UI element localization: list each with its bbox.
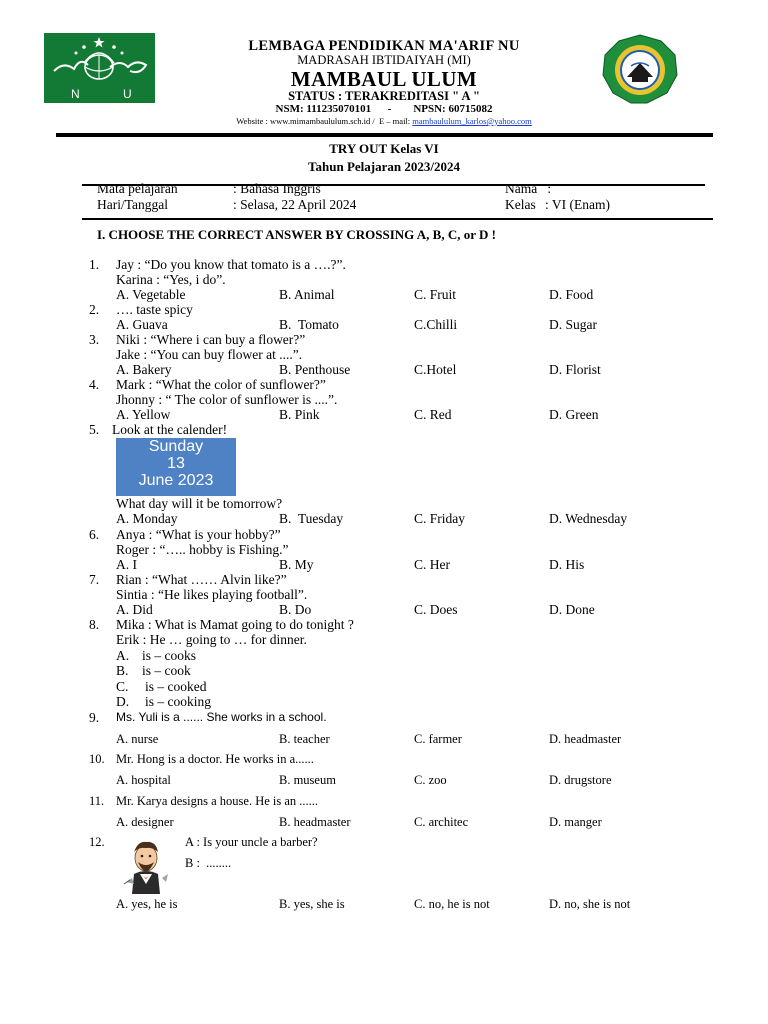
- option-d[interactable]: D. Florist: [549, 362, 601, 377]
- question-number: 2.: [89, 302, 100, 317]
- exam-year: Tahun Pelajaran 2023/2024: [308, 159, 460, 174]
- question-number: 3.: [89, 332, 100, 347]
- option-a[interactable]: A. I: [116, 557, 137, 572]
- option-c[interactable]: C. Does: [414, 602, 458, 617]
- question-text: Mark : “What the color of sunflower?”: [116, 377, 326, 392]
- date-label: Hari/Tanggal: [97, 197, 169, 212]
- option-a[interactable]: A. nurse: [116, 732, 159, 746]
- question-text: Rian : “What …… Alvin like?”: [116, 572, 287, 587]
- option-c[interactable]: C. Her: [414, 557, 450, 572]
- info-bottom-rule: [82, 218, 713, 220]
- question-text: …. taste spicy: [116, 302, 193, 317]
- option-a[interactable]: A. Guava: [116, 317, 168, 332]
- question-text: B : ........: [185, 856, 232, 870]
- option-d[interactable]: D. His: [549, 557, 585, 572]
- option-b[interactable]: B. headmaster: [279, 815, 351, 829]
- question-text: Mr. Hong is a doctor. He works in a......: [116, 752, 314, 766]
- option-b[interactable]: B. teacher: [279, 732, 330, 746]
- option-d-text[interactable]: is – cooking: [145, 694, 211, 709]
- option-c[interactable]: C. architec: [414, 815, 469, 829]
- option-b[interactable]: B. yes, she is: [279, 897, 345, 911]
- section-heading: I. CHOOSE THE CORRECT ANSWER BY CROSSING A, B, C, or D !: [97, 227, 496, 242]
- madrasah-type: MADRASAH IBTIDAIYAH (MI): [297, 53, 471, 67]
- option-b[interactable]: B. Do: [279, 602, 312, 617]
- question-number: 4.: [89, 377, 100, 392]
- option-d[interactable]: D. drugstore: [549, 773, 612, 787]
- school-name: MAMBAUL ULUM: [290, 67, 478, 91]
- option-a[interactable]: A. yes, he is: [116, 897, 178, 911]
- option-c[interactable]: C.Hotel: [414, 362, 457, 377]
- question-text: Sintia : “He likes playing football”.: [116, 587, 308, 602]
- option-d[interactable]: D. headmaster: [549, 732, 622, 746]
- option-a-letter[interactable]: A.: [116, 648, 130, 663]
- option-c[interactable]: C. farmer: [414, 732, 462, 746]
- question-number: 10.: [89, 752, 105, 766]
- option-d[interactable]: D. manger: [549, 815, 602, 829]
- option-a[interactable]: A. hospital: [116, 773, 171, 787]
- option-b[interactable]: B. My: [279, 557, 314, 572]
- contact-line: [0, 116, 768, 126]
- question-text: Erik : He … going to … for dinner.: [116, 632, 307, 647]
- option-b-text[interactable]: is – cook: [142, 663, 191, 678]
- option-d[interactable]: D. Green: [549, 407, 599, 422]
- option-c[interactable]: C.Chilli: [414, 317, 458, 332]
- option-a[interactable]: A. Did: [116, 602, 153, 617]
- question-number: 5.: [89, 422, 100, 437]
- option-a[interactable]: A. Yellow: [116, 407, 171, 422]
- option-a[interactable]: A. Vegetable: [116, 287, 186, 302]
- option-b[interactable]: B. Tuesday: [279, 511, 344, 526]
- option-b[interactable]: B. Penthouse: [279, 362, 351, 377]
- option-d-letter[interactable]: D.: [116, 694, 130, 709]
- question-text: What day will it be tomorrow?: [116, 496, 283, 511]
- option-b[interactable]: B. Tomato: [279, 317, 339, 332]
- option-c[interactable]: C. Red: [414, 407, 452, 422]
- question-text: A : Is your uncle a barber?: [185, 835, 318, 849]
- option-c-text[interactable]: is – cooked: [145, 679, 207, 694]
- calendar-date: 13: [167, 455, 185, 472]
- question-text: Ms. Yuli is a ...... She works in a school.: [116, 710, 327, 724]
- option-d[interactable]: D. Done: [549, 602, 595, 617]
- class-value: : VI (Enam): [545, 197, 610, 212]
- question-text: Niki : “Where i can buy a flower?”: [116, 332, 306, 347]
- question-text: Jake : “You can buy flower at ....”.: [116, 347, 303, 362]
- option-a[interactable]: A. designer: [116, 815, 174, 829]
- website-text: Website : www.mimambaululum.sch.id / E – mail:: [236, 116, 413, 126]
- letterhead-divider: [56, 133, 713, 137]
- question-text: Mika : What is Mamat going to do tonight ?: [116, 617, 354, 632]
- question-number: 8.: [89, 617, 100, 632]
- option-c[interactable]: C. no, he is not: [414, 897, 490, 911]
- option-d[interactable]: D. Food: [549, 287, 594, 302]
- calendar-month-year: June 2023: [138, 472, 214, 489]
- question-number: 7.: [89, 572, 100, 587]
- calendar-day: Sunday: [148, 438, 204, 455]
- question-text: Mr. Karya designs a house. He is an ......: [116, 794, 319, 808]
- option-b[interactable]: B. museum: [279, 773, 336, 787]
- subject-label: Mata pelajaran: [97, 181, 178, 196]
- option-c[interactable]: C. zoo: [414, 773, 447, 787]
- logo-letter-u: U: [123, 87, 132, 101]
- question-text: Roger : “….. hobby is Fishing.”: [116, 542, 289, 557]
- name-field-label: Nama :: [505, 181, 552, 196]
- option-c-letter[interactable]: C.: [116, 679, 129, 694]
- option-c[interactable]: C. Fruit: [414, 287, 457, 302]
- question-text: Look at the calender!: [112, 422, 228, 437]
- date-value: : Selasa, 22 April 2024: [233, 197, 357, 212]
- accreditation-status: STATUS : TERAKREDITASI " A ": [288, 89, 480, 103]
- option-b-letter[interactable]: B.: [116, 663, 129, 678]
- question-number: 11.: [89, 794, 105, 808]
- calendar-image: [116, 438, 236, 496]
- option-a-text[interactable]: is – cooks: [142, 648, 196, 663]
- question-number: 9.: [89, 710, 100, 725]
- option-c[interactable]: C. Friday: [414, 511, 466, 526]
- question-number: 12.: [89, 835, 105, 849]
- option-b[interactable]: B. Pink: [279, 407, 320, 422]
- question-text: Anya : “What is your hobby?”: [116, 527, 281, 542]
- option-a[interactable]: A. Bakery: [116, 362, 172, 377]
- option-d[interactable]: D. Wednesday: [549, 511, 628, 526]
- option-d[interactable]: D. Sugar: [549, 317, 597, 332]
- registration-numbers: NSM: 111235070101 - NPSN: 60715082: [275, 103, 493, 115]
- question-text: Jay : “Do you know that tomato is a ….?”.: [116, 257, 346, 272]
- class-label: Kelas: [505, 197, 536, 212]
- question-number: 1.: [89, 257, 100, 272]
- exam-title: TRY OUT Kelas VI: [329, 141, 439, 156]
- question-number: 6.: [89, 527, 100, 542]
- institution-name: LEMBAGA PENDIDIKAN MA'ARIF NU: [248, 38, 520, 54]
- option-a[interactable]: A. Monday: [116, 511, 178, 526]
- question-text: Karina : “Yes, i do”.: [116, 272, 226, 287]
- email-link[interactable]: mambaululum_karlos@yahoo.com: [412, 116, 532, 126]
- barber-illustration: [120, 838, 172, 896]
- question-text: Jhonny : “ The color of sunflower is ....”.: [116, 392, 338, 407]
- option-b[interactable]: B. Animal: [279, 287, 335, 302]
- logo-letter-n: N: [71, 87, 80, 101]
- option-d[interactable]: D. no, she is not: [549, 897, 631, 911]
- subject-value: : Bahasa Inggris: [233, 181, 321, 196]
